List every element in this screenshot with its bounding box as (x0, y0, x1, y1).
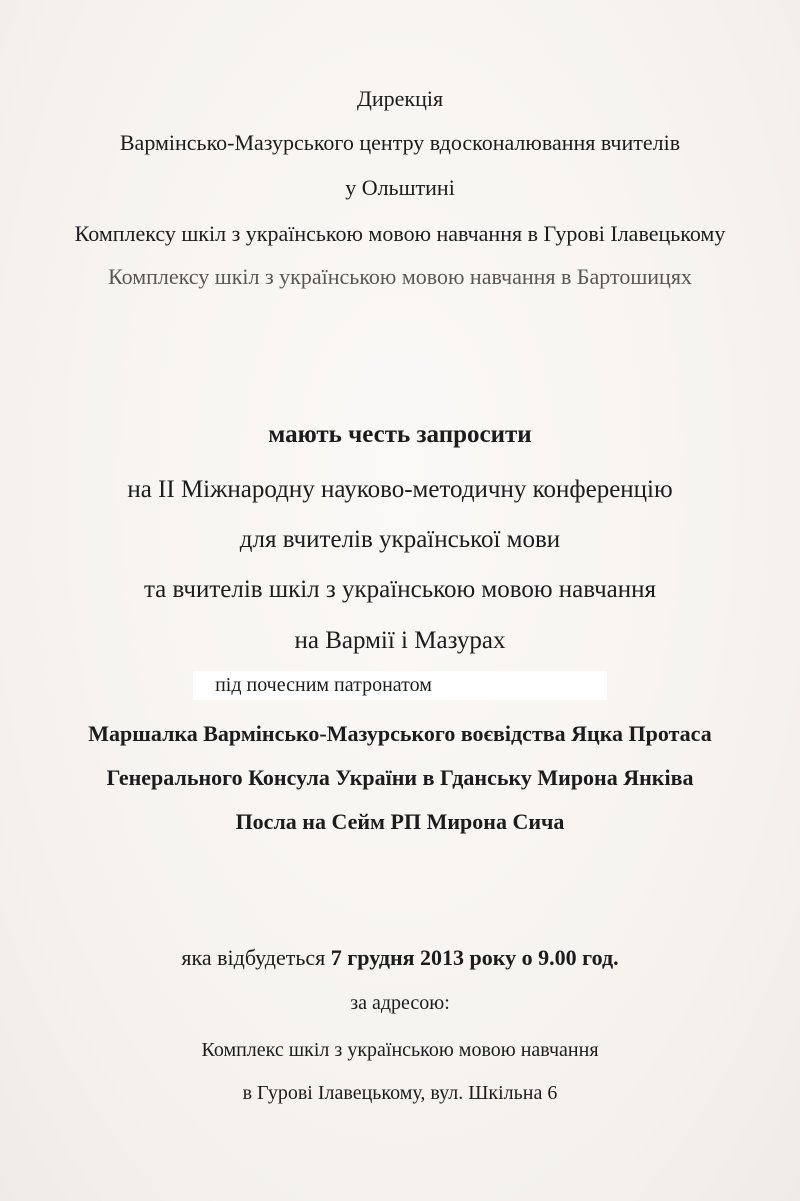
conference-audience-1: для вчителів української мови (239, 526, 561, 553)
address-line-1: Комплекс шкіл з українською мовою навчання (201, 1039, 599, 1061)
organizer-school-gurowo: Комплексу шкіл з українською мовою навчання в Гурові Ілавецькому (74, 221, 726, 246)
patronage-label: під почесним патронатом (193, 671, 607, 700)
patron-marshal: Маршалка Вармінсько-Мазурського воєвідства Яцка Протаса (88, 721, 712, 746)
event-datetime (0, 947, 800, 969)
organizer-teacher-center: Вармінсько-Мазурського центру вдосконалювання вчителів (119, 130, 681, 155)
event-date: 7 грудня 2013 року о 9.00 год. (330, 945, 619, 970)
patron-consul: Генерального Консула України в Гданську Мирона Янківа (106, 765, 694, 790)
conference-title: на ІІ Міжнародну науково-методичну конференцію (127, 476, 673, 503)
organizer-title: Дирекція (356, 86, 444, 111)
patron-deputy: Посла на Сейм РП Мирона Сича (235, 809, 565, 834)
organizer-school-bartoszyce: Комплексу шкіл з українською мовою навчання в Бартошицях (108, 264, 692, 289)
address-label: за адресою: (350, 992, 450, 1014)
patronage-row (0, 671, 800, 700)
organizer-city: у Ольштині (345, 175, 455, 200)
address-line-2: в Гурові Ілавецькому, вул. Шкільна 6 (242, 1082, 558, 1104)
conference-region: на Вармії і Мазурах (294, 627, 506, 654)
event-prefix: яка відбудеться (181, 945, 331, 970)
invitation-heading: мають честь запросити (268, 421, 532, 448)
conference-audience-2: та вчителів шкіл з українською мовою навчання (143, 576, 657, 603)
